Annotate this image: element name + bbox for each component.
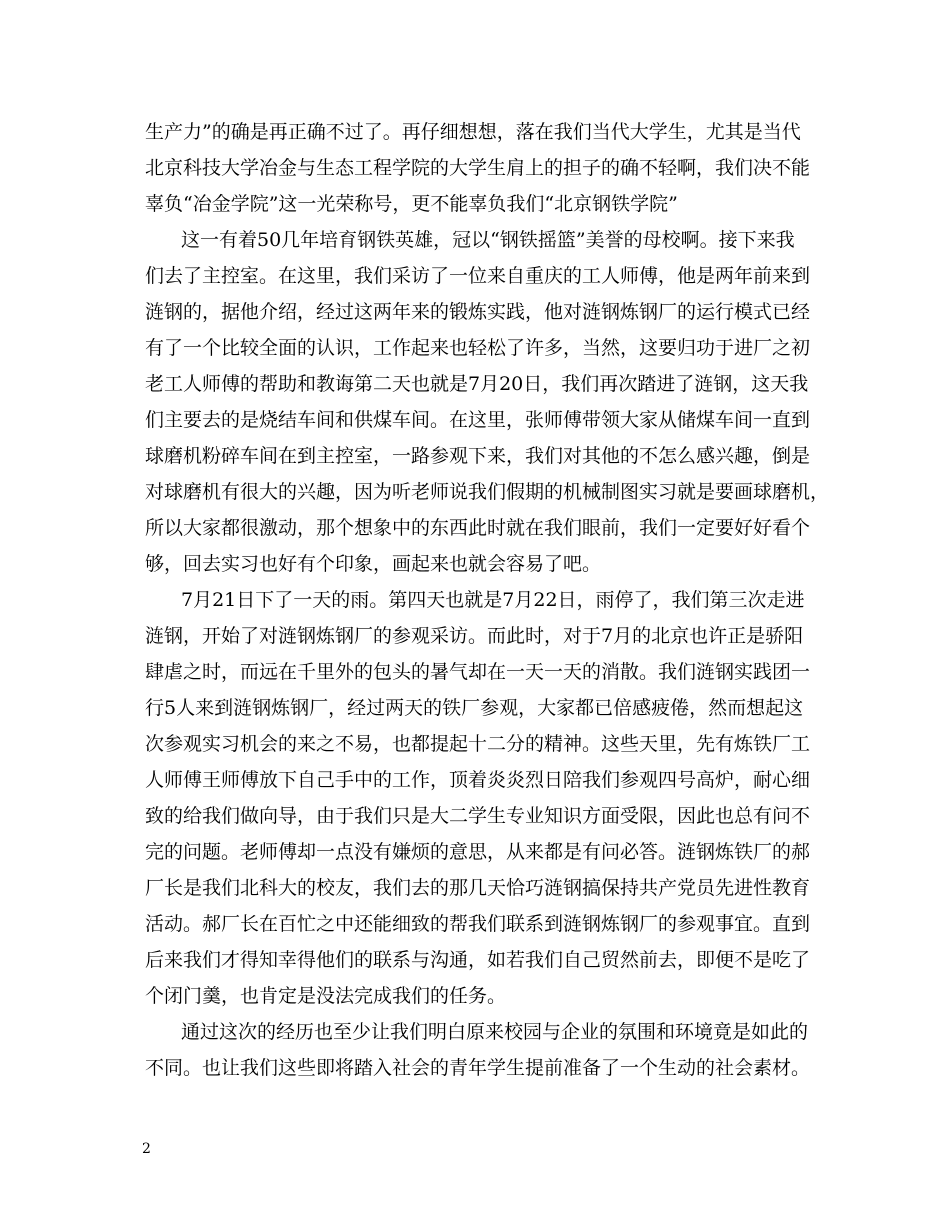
text-line: 辜负“冶金学院”这一光荣称号，更不能辜负我们“北京钢铁学院” [145, 193, 678, 215]
text-line: 个闭门羹，也肯定是没法完成我们的任务。 [145, 985, 507, 1007]
text-line: 完的问题。老师傅却一点没有嫌烦的意思，从来都是有问必答。涟钢炼铁厂的郝 [145, 841, 811, 863]
text-line: 厂长是我们北科大的校友，我们去的那几天恰巧涟钢搞保持共产党员先进性教育 [145, 877, 811, 899]
paragraph-start-line: 7月21日下了一天的雨。第四天也就是7月22日，雨停了，我们第三次走进 [181, 589, 805, 611]
text-line: 北京科技大学冶金与生态工程学院的大学生肩上的担子的确不轻啊，我们决不能 [145, 157, 811, 179]
page-number: 2 [142, 1141, 151, 1157]
paragraph-start-line: 这一有着50几年培育钢铁英雄，冠以“钢铁摇篮”美誉的母校啊。接下来我 [181, 229, 795, 251]
text-line: 们主要去的是烧结车间和供煤车间。在这里，张师傅带领大家从储煤车间一直到 [145, 409, 811, 431]
text-line: 次参观实习机会的来之不易，也都提起十二分的精神。这些天里，先有炼铁厂工 [145, 733, 811, 755]
text-line: 涟钢的，据他介绍，经过这两年来的锻炼实践，他对涟钢炼钢厂的运行模式已经 [145, 301, 811, 323]
text-line: 老工人师傅的帮助和教诲第二天也就是7月20日，我们再次踏进了涟钢，这天我 [145, 373, 809, 395]
text-line: 不同。也让我们这些即将踏入社会的青年学生提前准备了一个生动的社会素材。 [145, 1057, 811, 1079]
paragraph-start-line: 通过这次的经历也至少让我们明白原来校园与企业的氛围和环境竟是如此的 [181, 1021, 809, 1043]
text-line: 涟钢，开始了对涟钢炼钢厂的参观采访。而此时，对于7月的北京也许正是骄阳 [145, 625, 804, 647]
text-line: 肆虐之时，而远在千里外的包头的暑气却在一天一天的消散。我们涟钢实践团一 [145, 661, 811, 683]
text-line: 生产力”的确是再正确不过了。再仔细想想，落在我们当代大学生，尤其是当代 [145, 121, 801, 143]
text-line: 活动。郝厂长在百忙之中还能细致的帮我们联系到涟钢炼钢厂的参观事宜。直到 [145, 913, 811, 935]
text-line: 所以大家都很激动，那个想象中的东西此时就在我们眼前，我们一定要好好看个 [145, 517, 811, 539]
text-line: 人师傅王师傅放下自己手中的工作，顶着炎炎烈日陪我们参观四号高炉，耐心细 [145, 769, 811, 791]
text-line: 后来我们才得知幸得他们的联系与沟通，如若我们自己贸然前去，即便不是吃了 [145, 949, 811, 971]
text-line: 够，回去实习也好有个印象，画起来也就会容易了吧。 [145, 553, 602, 575]
text-line: 致的给我们做向导，由于我们只是大二学生专业知识方面受限，因此也总有问不 [145, 805, 811, 827]
text-line: 球磨机粉碎车间在到主控室，一路参观下来，我们对其他的不怎么感兴趣，倒是 [145, 445, 811, 467]
text-line: 对球磨机有很大的兴趣，因为听老师说我们假期的机械制图实习就是要画球磨机， [145, 481, 830, 503]
text-line: 有了一个比较全面的认识，工作起来也轻松了许多，当然，这要归功于进厂之初 [145, 337, 811, 359]
text-line: 行5人来到涟钢炼钢厂，经过两天的铁厂参观，大家都已倍感疲倦，然而想起这 [145, 697, 804, 719]
text-line: 们去了主控室。在这里，我们采访了一位来自重庆的工人师傅，他是两年前来到 [145, 265, 811, 287]
